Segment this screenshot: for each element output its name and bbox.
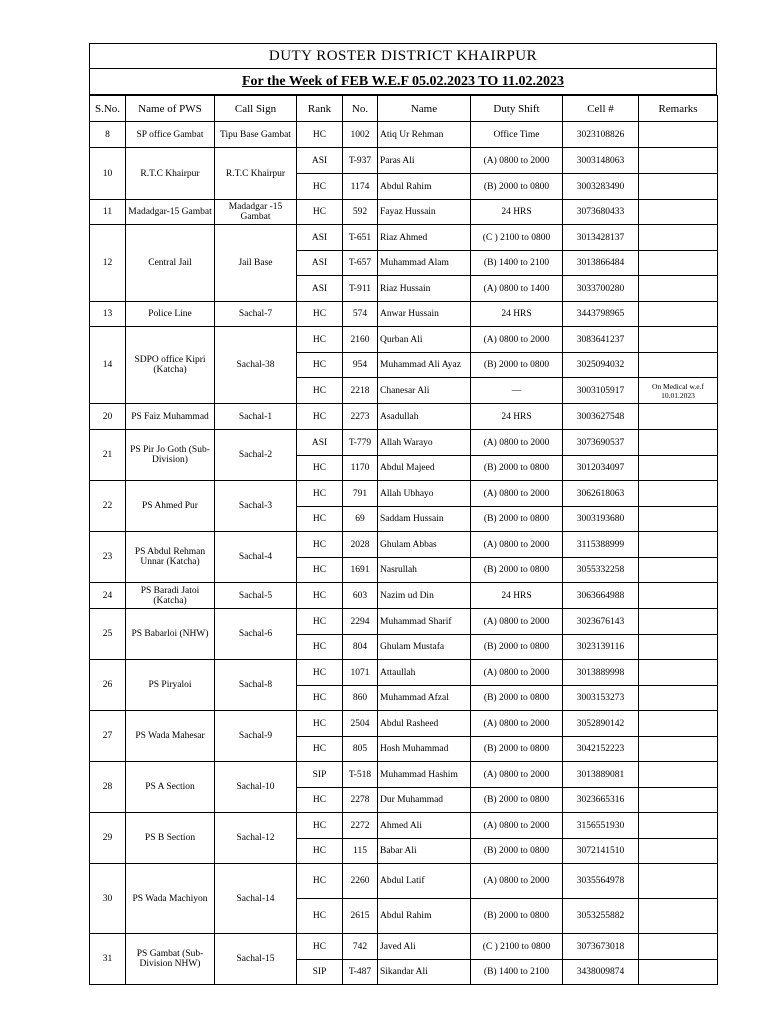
cell-number-cell: 3023108826 <box>563 122 639 148</box>
pws-cell: SP office Gambat <box>126 122 215 148</box>
name-cell: Anwar Hussain <box>378 302 471 327</box>
name-cell: Abdul Latif <box>378 864 471 899</box>
rank-cell: HC <box>297 558 343 583</box>
duty-shift-cell: (A) 0800 to 2000 <box>471 430 563 456</box>
duty-shift-cell: (A) 0800 to 2000 <box>471 327 563 353</box>
duty-shift-cell: (A) 0800 to 2000 <box>471 864 563 899</box>
name-cell: Abdul Rahim <box>378 174 471 200</box>
remarks-cell <box>639 404 718 430</box>
number-cell: T-911 <box>343 276 378 302</box>
remarks-cell <box>639 686 718 711</box>
cell-number-cell: 3052890142 <box>563 711 639 737</box>
cell-number-cell: 3012034097 <box>563 456 639 481</box>
rank-cell: SIP <box>297 960 343 985</box>
pws-cell: R.T.C Khairpur <box>126 148 215 200</box>
table-row <box>90 302 718 327</box>
number-cell: T-518 <box>343 762 378 788</box>
cell-number-cell: 3115388999 <box>563 532 639 558</box>
duty-shift-cell: (B) 2000 to 0800 <box>471 353 563 378</box>
call-sign-cell: Sachal-7 <box>215 302 297 327</box>
duty-shift-cell: (B) 2000 to 0800 <box>471 456 563 481</box>
number-cell: 2615 <box>343 899 378 934</box>
number-cell: 2028 <box>343 532 378 558</box>
duty-shift-cell: (B) 2000 to 0800 <box>471 507 563 532</box>
sno-cell: 14 <box>90 327 126 404</box>
name-cell: Ahmed Ali <box>378 813 471 839</box>
remarks-cell <box>639 960 718 985</box>
remarks-cell <box>639 353 718 378</box>
call-sign-cell: Jail Base <box>215 225 297 302</box>
call-sign-cell: Sachal-2 <box>215 430 297 481</box>
sno-cell: 28 <box>90 762 126 813</box>
name-cell: Nasrullah <box>378 558 471 583</box>
duty-shift-cell: (A) 0800 to 2000 <box>471 532 563 558</box>
number-cell: 1174 <box>343 174 378 200</box>
pws-cell: Madadgar-15 Gambat <box>126 200 215 225</box>
table-row <box>90 200 718 225</box>
remarks-cell <box>639 200 718 225</box>
cell-number-cell: 3013889081 <box>563 762 639 788</box>
sno-cell: 21 <box>90 430 126 481</box>
remarks-cell <box>639 302 718 327</box>
table-row <box>90 813 718 839</box>
table-row <box>90 762 718 788</box>
cell-number-cell: 3083641237 <box>563 327 639 353</box>
sno-cell: 13 <box>90 302 126 327</box>
cell-number-cell: 3025094032 <box>563 353 639 378</box>
rank-cell: HC <box>297 813 343 839</box>
rank-cell: ASI <box>297 430 343 456</box>
remarks-cell <box>639 934 718 960</box>
duty-shift-cell: (B) 2000 to 0800 <box>471 635 563 660</box>
rank-cell: HC <box>297 635 343 660</box>
name-cell: Riaz Hussain <box>378 276 471 302</box>
table-row <box>90 864 718 899</box>
remarks-cell <box>639 583 718 609</box>
duty-shift-cell: (C ) 2100 to 0800 <box>471 225 563 251</box>
remarks-cell <box>639 737 718 762</box>
rank-cell: HC <box>297 934 343 960</box>
name-cell: Javed Ali <box>378 934 471 960</box>
name-cell: Sikandar Ali <box>378 960 471 985</box>
cell-number-cell: 3023139116 <box>563 635 639 660</box>
remarks-cell <box>639 609 718 635</box>
pws-cell: PS B Section <box>126 813 215 864</box>
rank-cell: HC <box>297 583 343 609</box>
cell-number-cell: 3023676143 <box>563 609 639 635</box>
rank-cell: HC <box>297 200 343 225</box>
name-cell: Saddam Hussain <box>378 507 471 532</box>
call-sign-cell: Sachal-6 <box>215 609 297 660</box>
duty-shift-cell: (B) 1400 to 2100 <box>471 960 563 985</box>
document-title: DUTY ROSTER DISTRICT KHAIRPUR <box>89 43 717 69</box>
rank-cell: HC <box>297 327 343 353</box>
remarks-cell <box>639 456 718 481</box>
table-row <box>90 583 718 609</box>
name-cell: Dur Muhammad <box>378 788 471 813</box>
call-sign-cell: Sachal-10 <box>215 762 297 813</box>
remarks-cell <box>639 558 718 583</box>
cell-number-cell: 3013428137 <box>563 225 639 251</box>
name-cell: Ghulam Abbas <box>378 532 471 558</box>
header-row <box>90 96 718 122</box>
duty-shift-cell: (A) 0800 to 2000 <box>471 481 563 507</box>
name-cell: Attaullah <box>378 660 471 686</box>
rank-cell: HC <box>297 174 343 200</box>
duty-shift-cell: (B) 2000 to 0800 <box>471 899 563 934</box>
rank-cell: HC <box>297 899 343 934</box>
remarks-cell <box>639 660 718 686</box>
remarks-cell <box>639 762 718 788</box>
remarks-cell <box>639 276 718 302</box>
pws-cell: PS A Section <box>126 762 215 813</box>
remarks-cell <box>639 532 718 558</box>
duty-shift-cell: 24 HRS <box>471 404 563 430</box>
name-cell: Muhammad Sharif <box>378 609 471 635</box>
duty-shift-cell: 24 HRS <box>471 583 563 609</box>
cell-number-cell: 3062618063 <box>563 481 639 507</box>
number-cell: T-651 <box>343 225 378 251</box>
name-cell: Allah Warayo <box>378 430 471 456</box>
rank-cell: HC <box>297 839 343 864</box>
rank-cell: HC <box>297 609 343 635</box>
cell-number-cell: 3003148063 <box>563 148 639 174</box>
cell-number-cell: 3073690537 <box>563 430 639 456</box>
rank-cell: HC <box>297 122 343 148</box>
sno-cell: 10 <box>90 148 126 200</box>
rank-cell: ASI <box>297 251 343 276</box>
cell-number-cell: 3438009874 <box>563 960 639 985</box>
number-cell: T-657 <box>343 251 378 276</box>
remarks-cell <box>639 174 718 200</box>
remarks-cell <box>639 327 718 353</box>
name-cell: Asadullah <box>378 404 471 430</box>
duty-shift-cell: (B) 2000 to 0800 <box>471 788 563 813</box>
header-duty-shift: Duty Shift <box>471 96 563 122</box>
number-cell: 742 <box>343 934 378 960</box>
cell-number-cell: 3003627548 <box>563 404 639 430</box>
pws-cell: PS Faiz Muhammad <box>126 404 215 430</box>
number-cell: 2294 <box>343 609 378 635</box>
cell-number-cell: 3033700280 <box>563 276 639 302</box>
remarks-cell <box>639 225 718 251</box>
rank-cell: HC <box>297 864 343 899</box>
call-sign-cell: Sachal-1 <box>215 404 297 430</box>
table-row <box>90 532 718 558</box>
duty-shift-cell: Office Time <box>471 122 563 148</box>
table-row <box>90 660 718 686</box>
duty-shift-cell: (B) 1400 to 2100 <box>471 251 563 276</box>
sno-cell: 8 <box>90 122 126 148</box>
duty-shift-cell: (A) 0800 to 2000 <box>471 813 563 839</box>
cell-number-cell: 3035564978 <box>563 864 639 899</box>
number-cell: 115 <box>343 839 378 864</box>
rank-cell: HC <box>297 456 343 481</box>
pws-cell: SDPO office Kipri (Katcha) <box>126 327 215 404</box>
number-cell: 804 <box>343 635 378 660</box>
call-sign-cell: Sachal-8 <box>215 660 297 711</box>
pws-cell: PS Wada Mahesar <box>126 711 215 762</box>
header-no: No. <box>343 96 378 122</box>
header-pws: Name of PWS <box>126 96 215 122</box>
rank-cell: HC <box>297 353 343 378</box>
duty-shift-cell: (A) 0800 to 2000 <box>471 660 563 686</box>
duty-shift-cell: (A) 0800 to 2000 <box>471 762 563 788</box>
remarks-cell <box>639 899 718 934</box>
call-sign-cell: Sachal-3 <box>215 481 297 532</box>
name-cell: Qurban Ali <box>378 327 471 353</box>
header-sno: S.No. <box>90 96 126 122</box>
name-cell: Riaz Ahmed <box>378 225 471 251</box>
remarks-cell <box>639 864 718 899</box>
remarks-cell <box>639 635 718 660</box>
pws-cell: PS Babarloi (NHW) <box>126 609 215 660</box>
pws-cell: Central Jail <box>126 225 215 302</box>
number-cell: 603 <box>343 583 378 609</box>
rank-cell: HC <box>297 507 343 532</box>
duty-shift-cell: (B) 2000 to 0800 <box>471 737 563 762</box>
number-cell: 805 <box>343 737 378 762</box>
number-cell: 592 <box>343 200 378 225</box>
cell-number-cell: 3023665316 <box>563 788 639 813</box>
cell-number-cell: 3013889998 <box>563 660 639 686</box>
duty-shift-cell: — <box>471 378 563 404</box>
table-row <box>90 404 718 430</box>
number-cell: 2504 <box>343 711 378 737</box>
name-cell: Hosh Muhammad <box>378 737 471 762</box>
call-sign-cell: Sachal-5 <box>215 583 297 609</box>
duty-shift-cell: (B) 2000 to 0800 <box>471 686 563 711</box>
number-cell: 2278 <box>343 788 378 813</box>
pws-cell: PS Abdul Rehman Unnar (Katcha) <box>126 532 215 583</box>
header-rank: Rank <box>297 96 343 122</box>
call-sign-cell: Sachal-9 <box>215 711 297 762</box>
name-cell: Ghulam Mustafa <box>378 635 471 660</box>
rank-cell: HC <box>297 302 343 327</box>
call-sign-cell: Sachal-38 <box>215 327 297 404</box>
roster-table <box>89 95 718 985</box>
rank-cell: ASI <box>297 276 343 302</box>
header-name: Name <box>378 96 471 122</box>
number-cell: T-779 <box>343 430 378 456</box>
cell-number-cell: 3072141510 <box>563 839 639 864</box>
duty-shift-cell: (A) 0800 to 2000 <box>471 609 563 635</box>
number-cell: 1002 <box>343 122 378 148</box>
cell-number-cell: 3063664988 <box>563 583 639 609</box>
remarks-cell <box>639 507 718 532</box>
pws-cell: PS Pir Jo Goth (Sub-Division) <box>126 430 215 481</box>
cell-number-cell: 3003105917 <box>563 378 639 404</box>
sno-cell: 31 <box>90 934 126 985</box>
sno-cell: 20 <box>90 404 126 430</box>
name-cell: Muhammad Ali Ayaz <box>378 353 471 378</box>
cell-number-cell: 3003283490 <box>563 174 639 200</box>
duty-shift-cell: (A) 0800 to 1400 <box>471 276 563 302</box>
rank-cell: HC <box>297 532 343 558</box>
roster-body <box>90 122 718 985</box>
number-cell: 2272 <box>343 813 378 839</box>
duty-roster-sheet <box>89 43 717 985</box>
number-cell: 1170 <box>343 456 378 481</box>
number-cell: 1071 <box>343 660 378 686</box>
pws-cell: PS Baradi Jatoi (Katcha) <box>126 583 215 609</box>
name-cell: Abdul Rasheed <box>378 711 471 737</box>
call-sign-cell: Sachal-15 <box>215 934 297 985</box>
number-cell: T-937 <box>343 148 378 174</box>
cell-number-cell: 3053255882 <box>563 899 639 934</box>
number-cell: 2260 <box>343 864 378 899</box>
remarks-cell <box>639 839 718 864</box>
pws-cell: PS Wada Machiyon <box>126 864 215 934</box>
cell-number-cell: 3042152223 <box>563 737 639 762</box>
number-cell: 2273 <box>343 404 378 430</box>
rank-cell: SIP <box>297 762 343 788</box>
name-cell: Fayaz Hussain <box>378 200 471 225</box>
number-cell: 2160 <box>343 327 378 353</box>
cell-number-cell: 3073673018 <box>563 934 639 960</box>
rank-cell: ASI <box>297 148 343 174</box>
rank-cell: HC <box>297 404 343 430</box>
table-row <box>90 481 718 507</box>
name-cell: Atiq Ur Rehman <box>378 122 471 148</box>
name-cell: Muhammad Alam <box>378 251 471 276</box>
sno-cell: 29 <box>90 813 126 864</box>
table-row <box>90 225 718 251</box>
number-cell: 2218 <box>343 378 378 404</box>
rank-cell: HC <box>297 481 343 507</box>
remarks-cell <box>639 813 718 839</box>
header-remarks: Remarks <box>639 96 718 122</box>
number-cell: 954 <box>343 353 378 378</box>
sno-cell: 26 <box>90 660 126 711</box>
number-cell: 791 <box>343 481 378 507</box>
call-sign-cell: Sachal-12 <box>215 813 297 864</box>
sno-cell: 24 <box>90 583 126 609</box>
name-cell: Paras Ali <box>378 148 471 174</box>
table-row <box>90 148 718 174</box>
sno-cell: 12 <box>90 225 126 302</box>
call-sign-cell: Tipu Base Gambat <box>215 122 297 148</box>
cell-number-cell: 3013866484 <box>563 251 639 276</box>
remarks-cell <box>639 481 718 507</box>
cell-number-cell: 3073680433 <box>563 200 639 225</box>
name-cell: Abdul Rahim <box>378 899 471 934</box>
remarks-cell <box>639 430 718 456</box>
duty-shift-cell: (A) 0800 to 2000 <box>471 148 563 174</box>
cell-number-cell: 3003153273 <box>563 686 639 711</box>
name-cell: Chanesar Ali <box>378 378 471 404</box>
document-subtitle: For the Week of FEB W.E.F 05.02.2023 TO 11.02.2023 <box>89 69 717 95</box>
duty-shift-cell: 24 HRS <box>471 302 563 327</box>
duty-shift-cell: 24 HRS <box>471 200 563 225</box>
rank-cell: HC <box>297 378 343 404</box>
name-cell: Abdul Majeed <box>378 456 471 481</box>
sno-cell: 30 <box>90 864 126 934</box>
number-cell: 1691 <box>343 558 378 583</box>
number-cell: 860 <box>343 686 378 711</box>
duty-shift-cell: (B) 2000 to 0800 <box>471 174 563 200</box>
table-row <box>90 934 718 960</box>
cell-number-cell: 3156551930 <box>563 813 639 839</box>
call-sign-cell: R.T.C Khairpur <box>215 148 297 200</box>
number-cell: 69 <box>343 507 378 532</box>
rank-cell: HC <box>297 711 343 737</box>
remarks-cell: On Medical w.e.f 10.01.2023 <box>639 378 718 404</box>
remarks-cell <box>639 122 718 148</box>
name-cell: Muhammad Hashim <box>378 762 471 788</box>
remarks-cell <box>639 251 718 276</box>
cell-number-cell: 3003193680 <box>563 507 639 532</box>
remarks-cell <box>639 788 718 813</box>
sno-cell: 22 <box>90 481 126 532</box>
name-cell: Muhammad Afzal <box>378 686 471 711</box>
pws-cell: PS Gambat (Sub-Division NHW) <box>126 934 215 985</box>
table-row <box>90 430 718 456</box>
rank-cell: HC <box>297 660 343 686</box>
name-cell: Babar Ali <box>378 839 471 864</box>
table-row <box>90 609 718 635</box>
pws-cell: PS Piryaloi <box>126 660 215 711</box>
duty-shift-cell: (B) 2000 to 0800 <box>471 839 563 864</box>
call-sign-cell: Sachal-14 <box>215 864 297 934</box>
sno-cell: 25 <box>90 609 126 660</box>
duty-shift-cell: (A) 0800 to 2000 <box>471 711 563 737</box>
sno-cell: 11 <box>90 200 126 225</box>
sno-cell: 23 <box>90 532 126 583</box>
cell-number-cell: 3443798965 <box>563 302 639 327</box>
table-row <box>90 327 718 353</box>
remarks-cell <box>639 711 718 737</box>
rank-cell: HC <box>297 686 343 711</box>
call-sign-cell: Sachal-4 <box>215 532 297 583</box>
header-call-sign: Call Sign <box>215 96 297 122</box>
header-cell: Cell # <box>563 96 639 122</box>
table-row <box>90 711 718 737</box>
name-cell: Nazim ud Din <box>378 583 471 609</box>
duty-shift-cell: (C ) 2100 to 0800 <box>471 934 563 960</box>
rank-cell: HC <box>297 737 343 762</box>
rank-cell: ASI <box>297 225 343 251</box>
call-sign-cell: Madadgar -15 Gambat <box>215 200 297 225</box>
duty-shift-cell: (B) 2000 to 0800 <box>471 558 563 583</box>
name-cell: Allah Ubhayo <box>378 481 471 507</box>
cell-number-cell: 3055332258 <box>563 558 639 583</box>
number-cell: T-487 <box>343 960 378 985</box>
rank-cell: HC <box>297 788 343 813</box>
sno-cell: 27 <box>90 711 126 762</box>
number-cell: 574 <box>343 302 378 327</box>
pws-cell: PS Ahmed Pur <box>126 481 215 532</box>
pws-cell: Police Line <box>126 302 215 327</box>
table-row <box>90 122 718 148</box>
remarks-cell <box>639 148 718 174</box>
